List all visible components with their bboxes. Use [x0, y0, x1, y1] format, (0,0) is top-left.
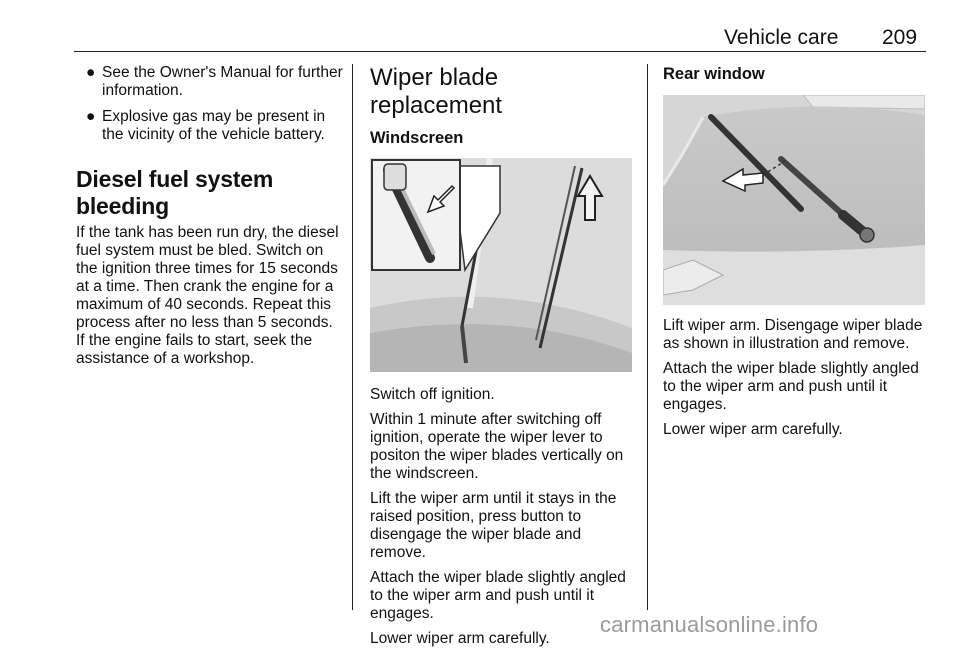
body-paragraph: If the tank has been run dry, the diesel fuel system must be bled. Switch on the ignition three times for 15 seconds at a time. Then crank the engine for a maximum of 40 seconds. Repeat this process after no less than 5 seconds. If the engine fails to start, seek the assistance of a workshop. [76, 224, 339, 367]
body-paragraph: Attach the wiper blade slightly angled to the wiper arm and push until it engages. [370, 569, 626, 622]
body-paragraph: Lower wiper arm carefully. [663, 421, 843, 438]
column-1 [76, 64, 344, 375]
column-2 [370, 64, 634, 655]
bullet-item [76, 64, 344, 100]
header-divider [74, 51, 926, 52]
body-paragraph: Lower wiper arm carefully. [370, 630, 550, 647]
body-paragraph: Lift wiper arm. Disengage wiper blade as shown in illustration and remove. [663, 317, 923, 352]
bullet-text: Explosive gas may be present in the vicinity of the vehicle battery. [102, 108, 326, 143]
subheading: Rear window [663, 65, 765, 83]
bullet-dot: ● [86, 108, 96, 125]
subheading: Windscreen [370, 129, 464, 147]
body-paragraph: Within 1 minute after switching off ignition, operate the wiper lever to positon the wiper blades vertically on the windscreen. [370, 411, 624, 482]
page-number: 209 [882, 26, 918, 49]
watermark: carmanualsonline.info [600, 612, 819, 637]
column-3 [663, 64, 927, 446]
body-paragraph: Lift the wiper arm until it stays in the raised position, press button to disengage the wiper blade and remove. [370, 490, 617, 561]
bullet-text: See the Owner's Manual for further information. [102, 64, 343, 99]
bullet-item [76, 108, 344, 144]
section-heading: Wiper blade replacement [370, 64, 503, 119]
rear-wiper-illustration [663, 95, 925, 305]
column-divider-2 [647, 64, 648, 610]
header-title: Vehicle care [724, 26, 839, 49]
body-paragraph: Switch off ignition. [370, 386, 495, 403]
column-divider-1 [352, 64, 353, 610]
body-paragraph: Attach the wiper blade slightly angled to the wiper arm and push until it engages. [663, 360, 919, 413]
bullet-dot: ● [86, 64, 96, 81]
windscreen-wiper-illustration [370, 158, 632, 372]
section-heading: Diesel fuel system bleeding [76, 166, 274, 219]
